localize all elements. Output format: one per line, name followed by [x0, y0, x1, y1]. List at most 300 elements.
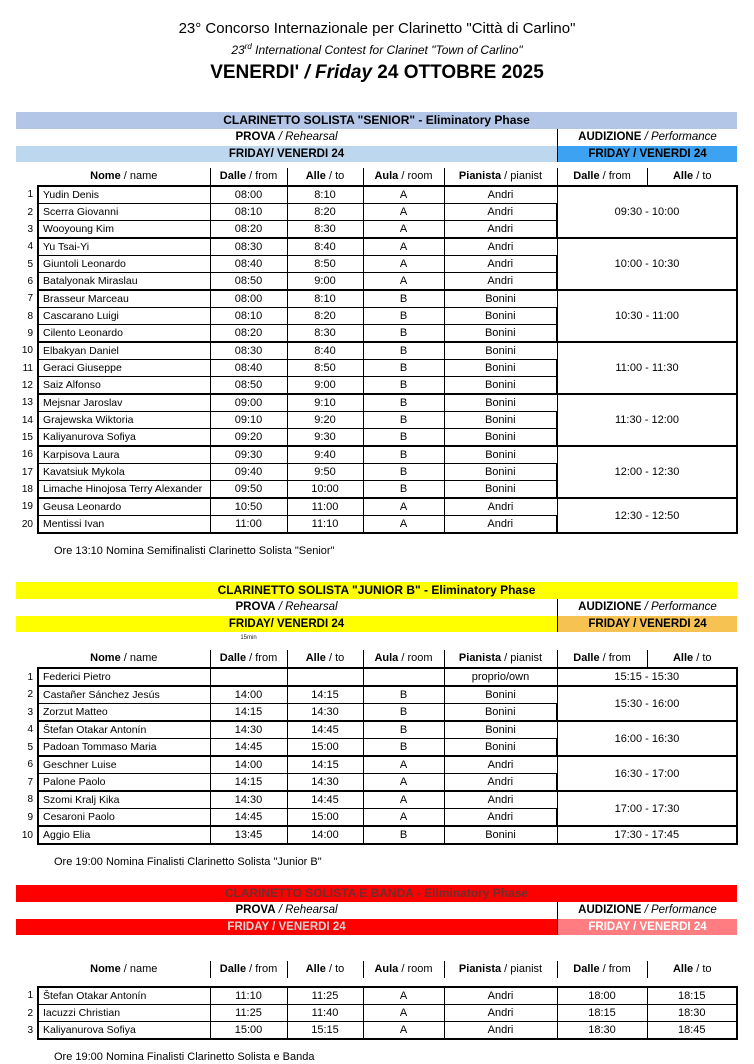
aula-cell: B — [363, 308, 444, 325]
row-number: 3 — [27, 1024, 33, 1036]
dalle-cell: 09:50 — [210, 481, 287, 499]
column-header-main: Alle — [672, 651, 694, 664]
row-number: 20 — [21, 518, 33, 530]
alle-cell: 14:45 — [287, 721, 363, 739]
section-title: CLARINETTO SOLISTA "JUNIOR B" - Eliminatory Phase — [16, 582, 737, 599]
column-header-sub: / pianist — [501, 169, 543, 182]
aula-cell: B — [363, 704, 444, 722]
column-header-main: Nome — [90, 651, 121, 664]
column-header-aud-alle — [647, 961, 737, 978]
aula-cell: B — [363, 377, 444, 395]
pianista-cell: Andri — [444, 987, 557, 1005]
column-header-sub: / name — [120, 651, 158, 664]
column-header-sub: / to — [693, 651, 712, 664]
dalle-cell — [210, 668, 287, 686]
duration-micro-note: 15min — [240, 635, 257, 641]
audizione-time-cell: 17:30 - 17:45 — [557, 826, 737, 844]
name-cell: Iacuzzi Christian — [38, 1005, 210, 1022]
dalle-cell: 09:10 — [210, 412, 287, 429]
aula-cell: B — [363, 394, 444, 412]
audizione-day-header: FRIDAY / VENERDI 24 — [557, 616, 737, 632]
column-header-name — [38, 650, 210, 667]
column-header-sub: / pianist — [501, 962, 543, 975]
column-header-table — [16, 650, 737, 667]
column-header-sub: / pianist — [501, 651, 543, 664]
audizione-time-cell: 17:00 - 17:30 — [557, 791, 737, 826]
table-row — [16, 1022, 737, 1040]
dalle-cell: 14:45 — [210, 809, 287, 827]
column-header-alle — [287, 168, 363, 185]
aula-cell: A — [363, 809, 444, 827]
name-cell: Palone Paolo — [38, 774, 210, 792]
aud-dalle-cell: 18:30 — [557, 1022, 647, 1040]
dalle-cell: 13:45 — [210, 826, 287, 844]
document-title: 23° Concorso Internazionale per Clarinetto "Città di Carlino" — [178, 20, 576, 37]
pianista-cell: Bonini — [444, 360, 557, 377]
column-header-pianista — [444, 650, 557, 667]
row-number: 12 — [21, 379, 33, 391]
audizione-time-cell: 16:30 - 17:00 — [557, 756, 737, 791]
name-cell: Cesaroni Paolo — [38, 809, 210, 827]
name-cell: Štefan Otakar Antonín — [38, 987, 210, 1005]
name-cell: Limache Hinojosa Terry Alexander — [38, 481, 210, 499]
audizione-header: AUDIZIONE / Performance — [557, 599, 737, 616]
pianista-cell: Bonini — [444, 464, 557, 481]
header-gap — [16, 162, 737, 168]
aud-alle-cell: 18:45 — [647, 1022, 737, 1040]
name-cell: Geraci Giuseppe — [38, 360, 210, 377]
prova-header: PROVA / Rehearsal — [16, 902, 557, 919]
alle-cell: 14:15 — [287, 686, 363, 704]
row-number-gutter — [16, 961, 38, 978]
audizione-time-cell: 15:15 - 15:30 — [557, 668, 737, 686]
name-cell: Giuntoli Leonardo — [38, 256, 210, 273]
table-row — [16, 686, 737, 704]
header-gap — [16, 935, 737, 961]
name-cell: Elbakyan Daniel — [38, 342, 210, 360]
column-header-dalle — [210, 650, 287, 667]
section-senior — [16, 112, 737, 558]
alle-cell: 8:40 — [287, 342, 363, 360]
pianista-cell: proprio/own — [444, 668, 557, 686]
alle-cell: 11:40 — [287, 1005, 363, 1022]
dalle-cell: 10:50 — [210, 498, 287, 516]
table-row — [16, 446, 737, 464]
row-number: 15 — [21, 431, 33, 443]
aula-cell: B — [363, 446, 444, 464]
alle-cell: 8:20 — [287, 204, 363, 221]
dalle-cell: 14:00 — [210, 686, 287, 704]
column-header-main: Alle — [305, 169, 326, 182]
column-header-row — [16, 168, 737, 185]
alle-cell: 8:30 — [287, 325, 363, 343]
pianista-cell: Bonini — [444, 325, 557, 343]
name-cell: Kaliyanurova Sofiya — [38, 429, 210, 447]
audizione-time-cell: 12:00 - 12:30 — [557, 446, 737, 498]
phase-header-row — [16, 902, 737, 919]
audizione-time-cell: 09:30 - 10:00 — [557, 186, 737, 238]
name-cell: Batalyonak Miraslau — [38, 273, 210, 291]
pianista-cell: Bonini — [444, 394, 557, 412]
name-cell: Cascarano Luigi — [38, 308, 210, 325]
alle-cell: 15:00 — [287, 809, 363, 827]
table-row — [16, 290, 737, 308]
column-header-sub: / name — [120, 962, 158, 975]
alle-cell: 8:50 — [287, 360, 363, 377]
audizione-time-cell: 12:30 - 12:50 — [557, 498, 737, 533]
row-number: 18 — [21, 483, 33, 495]
table-row — [16, 826, 737, 844]
row-number: 14 — [21, 414, 33, 426]
row-number: 9 — [27, 327, 33, 339]
day-header-row — [16, 146, 737, 162]
column-header-pianista — [444, 168, 557, 185]
prova-day-header: FRIDAY/ VENERDI 24 — [16, 616, 557, 632]
row-number: 2 — [27, 1007, 33, 1019]
section-title: CLARINETTO SOLISTA "SENIOR" - Eliminatory Phase — [16, 112, 737, 129]
row-number: 2 — [27, 206, 33, 218]
alle-cell: 8:30 — [287, 221, 363, 239]
name-cell: Yudin Denis — [38, 186, 210, 204]
day-header-row — [16, 616, 737, 632]
alle-cell: 9:10 — [287, 394, 363, 412]
row-number: 11 — [22, 362, 33, 374]
row-number: 16 — [21, 449, 33, 461]
dalle-cell: 08:50 — [210, 377, 287, 395]
column-header-main: Dalle — [219, 169, 247, 182]
row-number-gutter — [16, 168, 38, 185]
row-number: 7 — [27, 776, 33, 788]
schedule-note: Ore 19:00 Nomina Finalisti Clarinetto Solista e Banda — [54, 1051, 315, 1063]
section-junior-b — [16, 582, 737, 869]
dalle-cell: 08:50 — [210, 273, 287, 291]
column-header-main: Alle — [305, 651, 326, 664]
pianista-cell: Bonini — [444, 686, 557, 704]
column-header-sub: / from — [246, 962, 278, 975]
aula-cell: A — [363, 756, 444, 774]
column-header-main: Nome — [90, 962, 121, 975]
document-header — [0, 20, 754, 86]
row-number: 5 — [27, 258, 33, 270]
column-header-row — [16, 650, 737, 667]
column-header-name — [38, 961, 210, 978]
column-header-main: Alle — [672, 962, 694, 975]
alle-cell: 11:10 — [287, 516, 363, 534]
audizione-day-header: FRIDAY / VENERDI 24 — [557, 146, 737, 162]
table-row — [16, 238, 737, 256]
row-number: 10 — [21, 345, 33, 357]
row-number: 4 — [27, 724, 33, 736]
name-cell: Brasseur Marceau — [38, 290, 210, 308]
column-header-main: Dalle — [219, 651, 247, 664]
column-header-sub: / from — [599, 651, 631, 664]
schedule-table-banda — [16, 986, 738, 1040]
aula-cell: A — [363, 1005, 444, 1022]
pianista-cell: Andri — [444, 273, 557, 291]
dalle-cell: 09:30 — [210, 446, 287, 464]
aud-dalle-cell: 18:00 — [557, 987, 647, 1005]
column-header-table — [16, 168, 737, 185]
column-header-main: Pianista — [458, 651, 502, 664]
audizione-time-cell: 11:00 - 11:30 — [557, 342, 737, 394]
dalle-cell: 11:00 — [210, 516, 287, 534]
alle-cell: 8:40 — [287, 238, 363, 256]
row-number: 17 — [21, 466, 33, 478]
name-cell: Padoan Tommaso Maria — [38, 739, 210, 757]
dalle-cell: 08:10 — [210, 204, 287, 221]
dalle-cell: 09:20 — [210, 429, 287, 447]
dalle-cell: 14:15 — [210, 704, 287, 722]
column-header-pianista — [444, 961, 557, 978]
column-header-sub: / room — [398, 651, 433, 664]
row-number: 2 — [27, 689, 33, 701]
row-number: 4 — [27, 241, 33, 253]
pianista-cell: Andri — [444, 774, 557, 792]
aula-cell: B — [363, 360, 444, 377]
prova-header: PROVA / Rehearsal — [16, 129, 557, 146]
dalle-cell: 14:30 — [210, 721, 287, 739]
name-cell: Federici Pietro — [38, 668, 210, 686]
column-header-sub: / room — [398, 962, 433, 975]
table-row — [16, 721, 737, 739]
alle-cell: 9:40 — [287, 446, 363, 464]
column-header-main: Pianista — [458, 169, 502, 182]
alle-cell: 8:10 — [287, 290, 363, 308]
table-row — [16, 342, 737, 360]
row-number-gutter — [16, 650, 38, 667]
column-header-sub: / from — [599, 169, 631, 182]
aula-cell: B — [363, 464, 444, 481]
row-number: 3 — [27, 223, 33, 235]
name-cell: Aggio Elia — [38, 826, 210, 844]
aula-cell: A — [363, 273, 444, 291]
aula-cell: A — [363, 774, 444, 792]
column-header-sub: / to — [325, 962, 345, 975]
row-number: 8 — [27, 794, 33, 806]
name-cell: Mentissi Ivan — [38, 516, 210, 534]
column-header-aula — [363, 650, 444, 667]
pianista-cell: Andri — [444, 791, 557, 809]
alle-cell: 9:20 — [287, 412, 363, 429]
schedule-note: Ore 19:00 Nomina Finalisti Clarinetto Solista "Junior B" — [54, 856, 322, 868]
aula-cell: A — [363, 516, 444, 534]
dalle-cell: 08:40 — [210, 256, 287, 273]
pianista-cell: Andri — [444, 498, 557, 516]
alle-cell: 14:45 — [287, 791, 363, 809]
alle-cell: 10:00 — [287, 481, 363, 499]
aula-cell: B — [363, 325, 444, 343]
column-header-main: Alle — [305, 962, 326, 975]
audizione-day-header: FRIDAY / VENERDI 24 — [557, 919, 737, 935]
alle-cell: 8:50 — [287, 256, 363, 273]
prova-header: PROVA / Rehearsal — [16, 599, 557, 616]
column-header-alle — [287, 961, 363, 978]
name-cell: Yu Tsai-Yi — [38, 238, 210, 256]
row-number: 1 — [27, 671, 33, 683]
column-header-aula — [363, 961, 444, 978]
date-heading: VENERDI' / Friday 24 OTTOBRE 2025 — [210, 62, 544, 83]
aud-dalle-cell: 18:15 — [557, 1005, 647, 1022]
dalle-cell: 08:20 — [210, 221, 287, 239]
pianista-cell: Bonini — [444, 342, 557, 360]
column-header-main: Dalle — [219, 962, 247, 975]
aula-cell: A — [363, 791, 444, 809]
pianista-cell: Bonini — [444, 377, 557, 395]
audizione-time-cell: 10:00 - 10:30 — [557, 238, 737, 290]
pianista-cell: Bonini — [444, 429, 557, 447]
dalle-cell: 08:30 — [210, 342, 287, 360]
name-cell: Grajewska Wiktoria — [38, 412, 210, 429]
audizione-time-cell: 15:30 - 16:00 — [557, 686, 737, 721]
aula-cell: A — [363, 987, 444, 1005]
column-header-main: Aula — [374, 651, 399, 664]
aula-cell: B — [363, 739, 444, 757]
table-row — [16, 186, 737, 204]
column-header-aud-dalle — [557, 961, 647, 978]
column-header-aud-dalle — [557, 168, 647, 185]
name-cell: Scerra Giovanni — [38, 204, 210, 221]
audizione-time-cell: 16:00 - 16:30 — [557, 721, 737, 756]
column-header-main: Alle — [672, 169, 694, 182]
alle-cell: 8:10 — [287, 186, 363, 204]
column-header-dalle — [210, 168, 287, 185]
pianista-cell: Andri — [444, 204, 557, 221]
column-header-main: Nome — [90, 169, 121, 182]
dalle-cell: 08:40 — [210, 360, 287, 377]
aula-cell: A — [363, 186, 444, 204]
dalle-cell: 14:00 — [210, 756, 287, 774]
alle-cell: 9:50 — [287, 464, 363, 481]
dalle-cell: 15:00 — [210, 1022, 287, 1040]
name-cell: Saiz Alfonso — [38, 377, 210, 395]
dalle-cell: 08:30 — [210, 238, 287, 256]
pianista-cell: Andri — [444, 1022, 557, 1040]
name-cell: Štefan Otakar Antonín — [38, 721, 210, 739]
alle-cell: 9:00 — [287, 377, 363, 395]
name-cell: Geschner Luise — [38, 756, 210, 774]
column-header-sub: / to — [325, 651, 345, 664]
column-header-aud-alle — [647, 650, 737, 667]
aula-cell: B — [363, 342, 444, 360]
dalle-cell: 08:20 — [210, 325, 287, 343]
dalle-cell: 14:30 — [210, 791, 287, 809]
pianista-cell: Andri — [444, 221, 557, 239]
aula-cell: A — [363, 1022, 444, 1040]
pianista-cell: Bonini — [444, 721, 557, 739]
phase-header-row — [16, 599, 737, 616]
alle-cell: 14:15 — [287, 756, 363, 774]
pianista-cell: Andri — [444, 256, 557, 273]
alle-cell: 15:00 — [287, 739, 363, 757]
alle-cell: 11:25 — [287, 987, 363, 1005]
pianista-cell: Bonini — [444, 290, 557, 308]
row-number: 19 — [21, 501, 33, 513]
name-cell: Cilento Leonardo — [38, 325, 210, 343]
row-number: 10 — [21, 829, 33, 841]
column-header-dalle — [210, 961, 287, 978]
name-cell: Karpisova Laura — [38, 446, 210, 464]
aula-cell: A — [363, 498, 444, 516]
row-number: 13 — [21, 397, 33, 409]
column-header-sub: / to — [693, 962, 712, 975]
alle-cell: 11:00 — [287, 498, 363, 516]
audizione-header: AUDIZIONE / Performance — [557, 129, 737, 146]
alle-cell: 15:15 — [287, 1022, 363, 1040]
table-row — [16, 756, 737, 774]
column-header-sub: / to — [693, 169, 712, 182]
name-cell: Castañer Sánchez Jesús — [38, 686, 210, 704]
column-header-sub: / name — [120, 169, 158, 182]
pianista-cell: Bonini — [444, 704, 557, 722]
column-header-main: Pianista — [458, 962, 502, 975]
column-header-sub: / from — [246, 169, 278, 182]
name-cell: Geusa Leonardo — [38, 498, 210, 516]
alle-cell — [287, 668, 363, 686]
alle-cell: 8:20 — [287, 308, 363, 325]
table-row — [16, 791, 737, 809]
aud-alle-cell: 18:30 — [647, 1005, 737, 1022]
dalle-cell: 09:40 — [210, 464, 287, 481]
row-number: 1 — [27, 990, 33, 1002]
row-number: 1 — [27, 189, 33, 201]
name-cell: Zorzut Matteo — [38, 704, 210, 722]
pianista-cell: Andri — [444, 756, 557, 774]
pianista-cell: Bonini — [444, 826, 557, 844]
schedule-note: Ore 13:10 Nomina Semifinalisti Clarinetto Solista "Senior" — [54, 545, 335, 557]
alle-cell: 14:00 — [287, 826, 363, 844]
dalle-cell: 09:00 — [210, 394, 287, 412]
aula-cell: B — [363, 429, 444, 447]
column-header-name — [38, 168, 210, 185]
column-header-table — [16, 961, 737, 978]
aula-cell: A — [363, 204, 444, 221]
column-header-alle — [287, 650, 363, 667]
pianista-cell: Bonini — [444, 481, 557, 499]
column-header-aula — [363, 168, 444, 185]
pianista-cell: Andri — [444, 809, 557, 827]
section-title: CLARINETTO SOLISTA E BANDA - Eliminatory Phase — [16, 885, 737, 902]
dalle-cell: 11:10 — [210, 987, 287, 1005]
column-header-main: Aula — [374, 169, 399, 182]
name-cell: Mejsnar Jaroslav — [38, 394, 210, 412]
aula-cell: B — [363, 412, 444, 429]
column-header-sub: / from — [246, 651, 278, 664]
dalle-cell: 08:00 — [210, 186, 287, 204]
aula-cell: B — [363, 686, 444, 704]
column-header-aud-dalle — [557, 650, 647, 667]
row-number: 8 — [27, 310, 33, 322]
table-row — [16, 394, 737, 412]
pianista-cell: Andri — [444, 238, 557, 256]
table-row — [16, 668, 737, 686]
dalle-cell: 08:00 — [210, 290, 287, 308]
dalle-cell: 14:15 — [210, 774, 287, 792]
aula-cell: B — [363, 290, 444, 308]
table-row — [16, 987, 737, 1005]
dalle-cell: 14:45 — [210, 739, 287, 757]
table-row — [16, 498, 737, 516]
audizione-time-cell: 10:30 - 11:00 — [557, 290, 737, 342]
schedule-table-senior — [16, 185, 738, 534]
audizione-header: AUDIZIONE / Performance — [557, 902, 737, 919]
prova-day-header: FRIDAY / VENERDI 24 — [16, 919, 557, 935]
alle-cell: 9:30 — [287, 429, 363, 447]
aud-alle-cell: 18:15 — [647, 987, 737, 1005]
column-header-main: Dalle — [573, 651, 600, 664]
column-header-main: Aula — [374, 962, 399, 975]
audizione-time-cell: 11:30 - 12:00 — [557, 394, 737, 446]
column-header-sub: / room — [398, 169, 433, 182]
